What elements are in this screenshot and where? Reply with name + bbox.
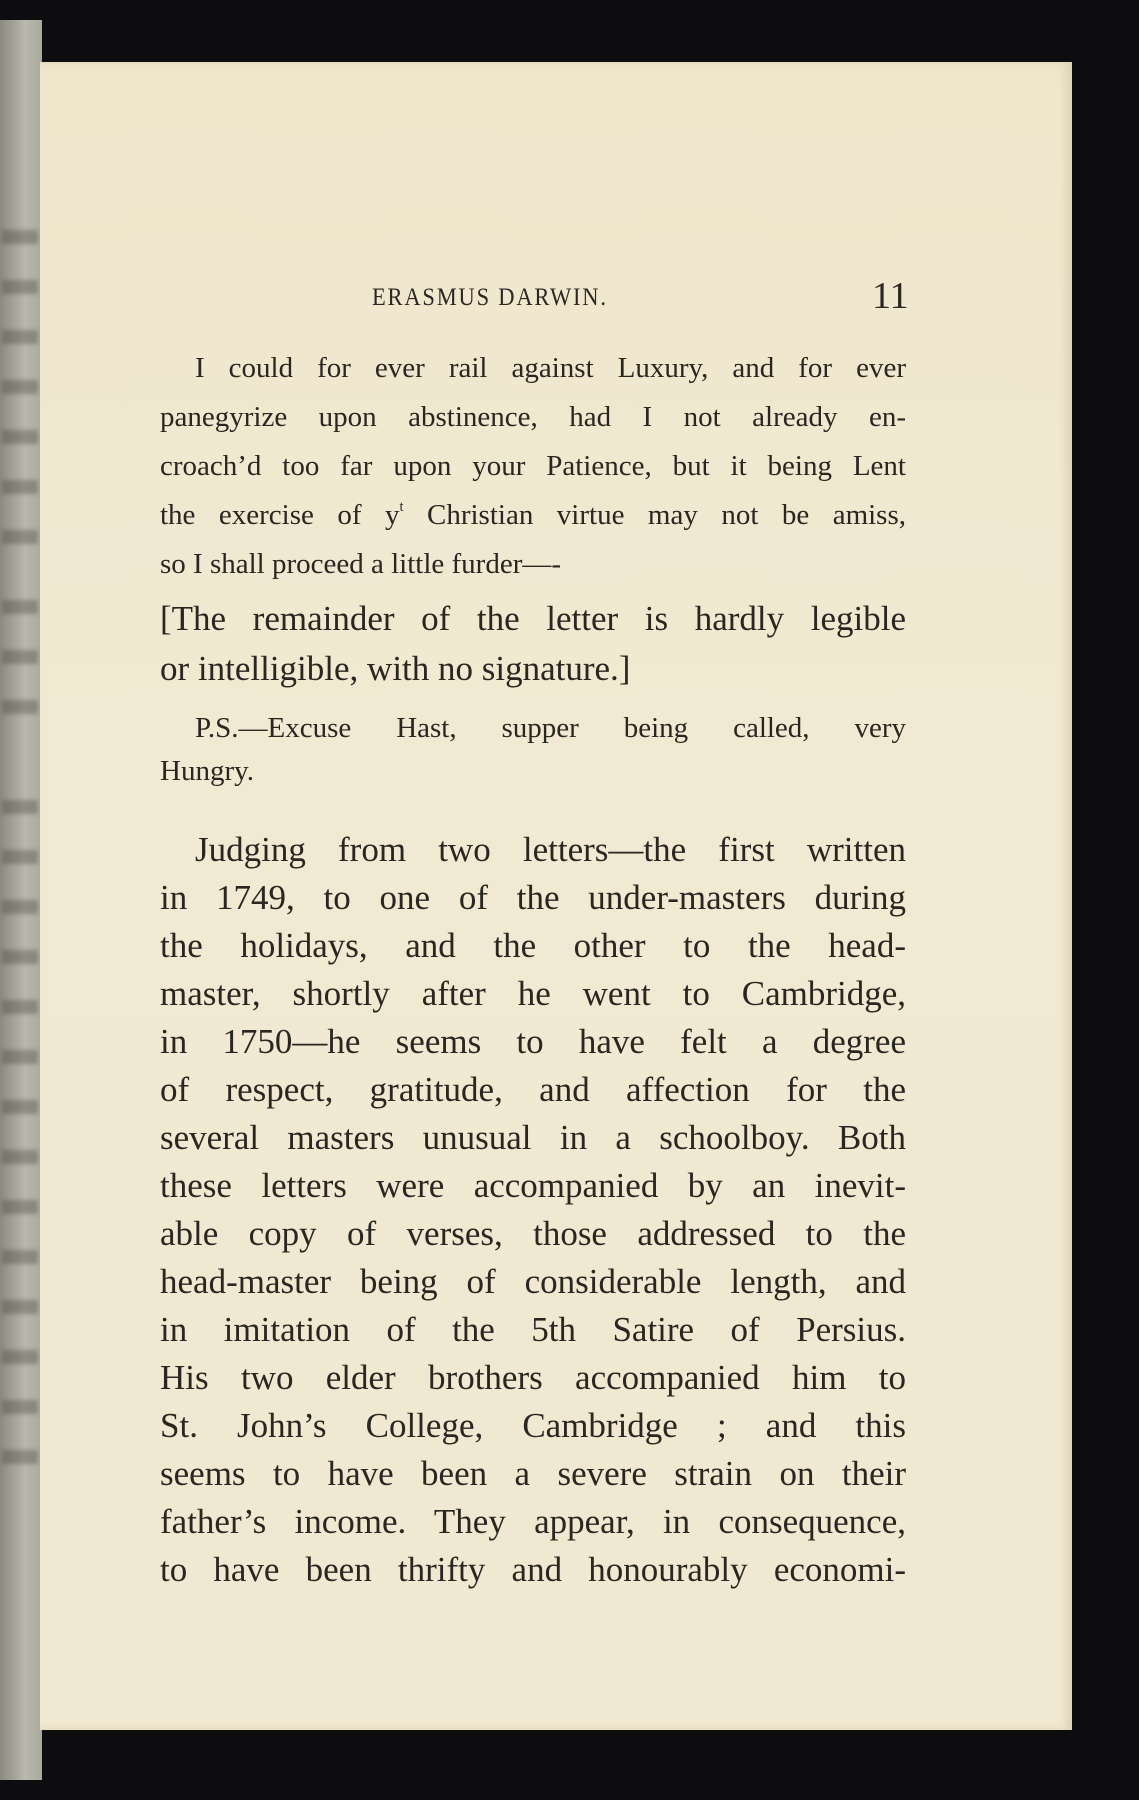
bleed-through-text: [2, 950, 38, 964]
superscript-abbreviation: t: [399, 499, 404, 515]
bleed-through-text: [2, 1250, 38, 1264]
body-line: the holidays, and the other to the head-: [160, 926, 906, 965]
body-line: His two elder brothers accompanied him to: [160, 1358, 906, 1397]
body-line: Judging from two letters—the first written: [195, 830, 906, 869]
letter-line: panegyrize upon abstinence, had I not already en-: [160, 401, 906, 433]
body-line: head-master being of considerable length, and: [160, 1262, 906, 1301]
bleed-through-text: [2, 700, 38, 714]
postscript-line: P.S.—Excuse Hast, supper being called, very: [195, 712, 906, 744]
bleed-through-text: [2, 1450, 38, 1464]
body-line: in 1749, to one of the under-masters during: [160, 878, 906, 917]
bleed-through-text: [2, 330, 38, 344]
body-line: in 1750—he seems to have felt a degree: [160, 1022, 906, 1061]
bleed-through-text: [2, 530, 38, 544]
body-line: seems to have been a severe strain on their: [160, 1454, 906, 1493]
postscript-line: Hungry.: [160, 755, 254, 787]
bleed-through-text: [2, 430, 38, 444]
bleed-through-text: [2, 900, 38, 914]
bleed-through-text: [2, 1400, 38, 1414]
letter-line: I could for ever rail against Luxury, and for ever: [195, 352, 906, 384]
bleed-through-text: [2, 1300, 38, 1314]
bleed-through-text: [2, 480, 38, 494]
body-line: to have been thrifty and honourably economi-: [160, 1550, 906, 1589]
running-title: ERASMUS DARWIN.: [372, 284, 608, 311]
body-line: father’s income. They appear, in consequence,: [160, 1502, 906, 1541]
book-page: [40, 62, 1072, 1730]
bleed-through-text: [2, 280, 38, 294]
body-line: several masters unusual in a schoolboy. Both: [160, 1118, 906, 1157]
letter-line: [160, 499, 906, 532]
bleed-through-text: [2, 1000, 38, 1014]
bleed-through-text: [2, 230, 38, 244]
bleed-through-text: [2, 650, 38, 664]
bleed-through-text: [2, 800, 38, 814]
body-line: St. John’s College, Cambridge ; and this: [160, 1406, 906, 1445]
body-line: these letters were accompanied by an inevit-: [160, 1166, 906, 1205]
body-line: in imitation of the 5th Satire of Persius.: [160, 1310, 906, 1349]
facing-page-edge: [0, 20, 42, 1780]
page-number: 11: [872, 275, 909, 317]
bleed-through-text: [2, 380, 38, 394]
letter-line-text: Christian virtue may not be amiss,: [403, 499, 907, 532]
bleed-through-text: [2, 600, 38, 614]
bleed-through-text: [2, 1050, 38, 1064]
body-line: able copy of verses, those addressed to the: [160, 1214, 906, 1253]
bleed-through-text: [2, 1350, 38, 1364]
letter-line-text: the exercise of y: [160, 499, 400, 532]
body-line: master, shortly after he went to Cambridge,: [160, 974, 906, 1013]
bleed-through-text: [2, 1100, 38, 1114]
bleed-through-text: [2, 850, 38, 864]
letter-line: croach’d too far upon your Patience, but it being Lent: [160, 450, 906, 482]
body-line: of respect, gratitude, and affection for the: [160, 1070, 906, 1109]
editorial-note-line: [The remainder of the letter is hardly legible: [160, 599, 906, 638]
bleed-through-text: [2, 1200, 38, 1214]
editorial-note-line: or intelligible, with no signature.]: [160, 649, 631, 688]
letter-line: so I shall proceed a little furder—-: [160, 548, 562, 580]
bleed-through-text: [2, 1150, 38, 1164]
